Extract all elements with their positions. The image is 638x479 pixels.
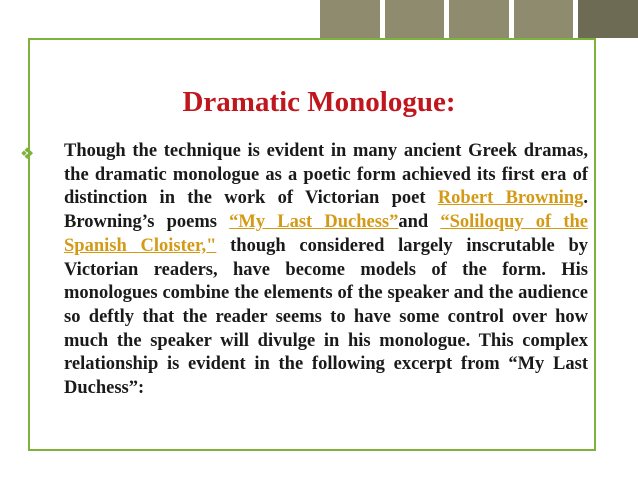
deco-segment	[385, 0, 445, 38]
robert-browning-link[interactable]: Robert Browning	[437, 188, 584, 209]
deco-segment	[578, 0, 638, 38]
decorative-top-bar	[320, 0, 638, 38]
deco-segment	[514, 0, 574, 38]
deco-segment	[449, 0, 509, 38]
wingding-bullet-icon: ❖	[20, 144, 35, 163]
body-paragraph	[64, 140, 588, 401]
soliloquy-link[interactable]: “Soliloquy of the Spanish Cloister,"	[64, 212, 589, 256]
paragraph-text: though considered largely inscrutable by Victorian readers, have become models of the form. His monologues combine the elements of the speaker and the audience so deftly that the reader seems to have some control over how much the speaker will divulge in his monologue. This complex relationship is evident in the following excerpt from “My Last Duchess”:	[64, 235, 588, 399]
paragraph-text: Though the technique is evident in many ancient Greek dramas, the dramatic monologue as a poetic form achieved its first era of distinction in the work of Victorian poet	[64, 141, 588, 209]
my-last-duchess-link[interactable]: “My Last Duchess”	[229, 212, 399, 233]
slide-title: Dramatic Monologue:	[182, 86, 456, 118]
paragraph-text: and	[398, 212, 441, 233]
paragraph-text: . Browning’s poems	[64, 188, 589, 233]
deco-segment	[320, 0, 380, 38]
